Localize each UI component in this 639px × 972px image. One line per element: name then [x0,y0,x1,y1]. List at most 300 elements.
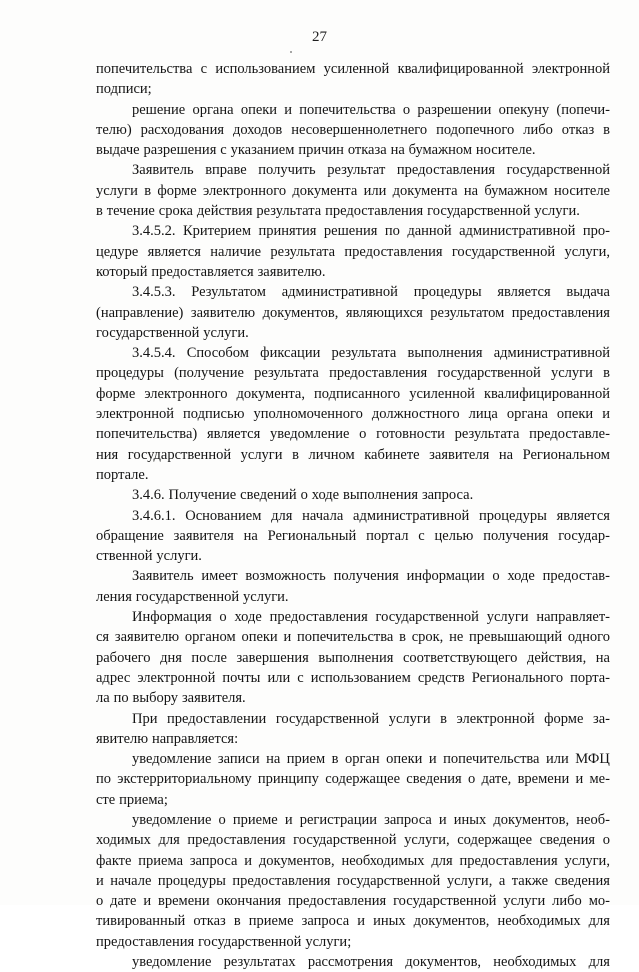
text-line [96,282,610,302]
word: результата [254,365,319,382]
text-line [96,181,610,201]
word: является [556,507,610,524]
word: государственной [506,162,610,179]
word: (направление) [96,304,184,321]
word: процедуры [413,284,482,301]
word: электронного [202,182,287,199]
word: получения [483,527,549,544]
word: квалифицированной [397,61,524,77]
word: предоставления [344,243,443,260]
word: информации [406,568,485,585]
word: Получение [168,487,237,504]
word: регистрации [299,811,378,828]
word: для [271,507,293,524]
word: опеки [241,629,278,646]
word: получения [333,568,399,585]
word: цедуре [96,243,139,260]
word: наличие [210,243,262,260]
word: государственной [135,588,240,605]
word: направляет- [536,609,610,626]
text-line [96,262,610,282]
word: результата [270,243,336,260]
word: готовности [376,426,445,443]
word: о [359,426,367,443]
text-line [96,445,610,465]
word: государственной [198,933,302,950]
word: услуги. [156,548,202,565]
word: ходимых [96,832,151,849]
word: предоставления [396,162,496,179]
word: административной [281,284,398,301]
word: сведения [406,771,462,788]
word: ственной [96,548,153,565]
word: в [399,629,406,646]
word: государственной [293,832,397,849]
word: результата [331,345,397,362]
word: государ- [558,527,610,544]
word: за- [592,710,610,727]
word: приема [138,852,183,869]
word: и [284,101,293,118]
word: необходимых [493,954,577,971]
word: и [96,872,104,889]
word: выполнения [343,487,419,504]
text-line [96,546,610,566]
word: Заявитель [132,162,194,179]
word: ла [96,690,110,707]
word: результат [327,162,386,179]
word: в [603,365,610,382]
word: в [331,751,339,768]
word: ходе [234,609,262,626]
word: сведения [554,872,610,889]
word: государственной [427,203,531,220]
word: и [244,852,253,869]
word: процедуры [96,365,164,382]
word: должностного [371,406,460,423]
word: услуги [96,182,138,199]
word: либо [523,121,553,138]
word: прием [286,751,326,768]
word: действия, [526,649,587,666]
word: предоставления [269,609,368,626]
word: запроса [384,811,432,828]
word: с [297,669,304,686]
text-line [96,384,610,404]
word: в [603,121,610,138]
text-line [96,363,610,383]
word: подопечного [436,121,515,138]
text-line [96,810,610,830]
word: услуги [388,710,431,727]
word: выбору [132,690,179,707]
word: использованием [310,669,411,686]
word: запроса [301,913,350,930]
word: о [467,771,476,788]
word: уведомление [269,426,350,443]
word: необходимых [497,913,581,930]
word: и [602,406,610,423]
word: в [144,182,152,199]
word: с [220,142,227,159]
word: направляется: [152,730,239,747]
word: адрес [96,669,131,686]
word: отказа [347,142,387,159]
word: предоставлении [167,710,267,727]
text-line [96,323,610,343]
word: государственной [275,710,380,727]
word: завершения [236,649,309,666]
word: сте [96,791,116,808]
word: или [545,751,569,768]
word: течение [106,203,155,220]
word: уведомление [132,954,212,971]
word: по [384,223,400,240]
word: запроса [189,852,238,869]
word: времени [517,771,570,788]
word: приеме [232,811,278,828]
word: срока [158,203,193,220]
word: государственной [375,609,479,626]
word: почты [222,669,261,686]
word: одного [567,629,610,646]
word: заявителю. [257,263,326,280]
word: заявителя [429,446,490,463]
word: о [96,893,104,910]
word: для [431,852,453,869]
word: опеки [240,101,278,118]
word: Основанием [185,507,262,524]
word: записи [217,751,260,768]
word: государственной [437,365,541,382]
text-line [96,891,610,911]
word: необходимых [341,852,425,869]
word: государственной [451,243,556,260]
word: и [283,629,292,646]
word: на [266,751,281,768]
word: При [132,710,158,727]
word: процедуры [479,507,547,524]
word: причин [298,142,344,159]
text-line [96,221,610,241]
word: услуги [240,446,283,463]
text-line [96,729,610,749]
word: срок, [411,629,444,646]
word: средств [417,669,465,686]
word: органа [192,101,234,118]
text-line [96,932,610,952]
word: опеки [386,751,423,768]
word: несовершеннолетнего [291,121,428,138]
word: носителе. [475,142,536,159]
word: является [147,243,201,260]
word: и [575,771,584,788]
word: про- [582,223,610,240]
word: услуги [550,365,593,382]
word: административной [353,507,470,524]
word: для [588,954,610,971]
text-line [96,607,610,627]
word: выдача [566,284,610,301]
word: окончания [216,893,282,910]
scan-speck [290,51,292,53]
text-line [96,648,610,668]
word: и [143,893,152,910]
word: документа [292,182,358,199]
word: о [602,832,610,849]
word: или [267,669,291,686]
word: или [363,182,387,199]
word: предоставле- [529,426,610,443]
word: иных [373,913,406,930]
text-line [96,688,610,708]
word: предоставляется [151,263,254,280]
text-line [96,100,610,120]
word: квалифицированной [483,385,610,402]
text-line [96,59,610,79]
word: государственной [393,893,497,910]
text-line [96,627,610,647]
word: является [497,284,551,301]
text-line [96,790,610,810]
word: принятия [258,223,317,240]
text-line [96,120,610,140]
word: с [200,61,208,77]
word: рассмотрения [307,954,394,971]
word: предоставления [96,933,195,950]
word: телю) [96,121,132,138]
word: Результатом [191,284,266,301]
word: государственной [96,324,200,341]
word: также [511,872,549,889]
word: результата [256,203,322,220]
word: Информация [132,609,212,626]
text-line [96,830,610,850]
word: электронной [531,61,610,77]
page-number: 27 [312,29,327,45]
word: услуги [503,893,546,910]
word: предостав- [542,568,610,585]
word: получить [258,162,316,179]
word: услуги. [243,588,289,605]
word: услуги, [404,832,450,849]
word: услуги. [203,324,249,341]
document-body [96,59,610,972]
word: заявителя [173,527,234,544]
word: усиленной [323,61,390,77]
word: рабочего [96,649,151,666]
text-line [96,485,610,505]
word: ления [96,588,132,605]
text-line [96,424,610,444]
word: процедуры [157,872,226,889]
word: усиленной [409,385,475,402]
word: Региональный [267,527,357,544]
word: результатах [223,954,296,971]
word: приема; [119,791,168,808]
word: начале [110,872,152,889]
text-line [96,79,610,99]
word: 3.4.6. [132,487,165,504]
text-line [96,526,610,546]
word: ме- [589,771,610,788]
word: попечительства [296,629,394,646]
word: электронной [456,710,535,727]
word: органом [184,629,236,646]
text-line [96,303,610,323]
word: предоставления [511,304,610,321]
word: Критерием [182,223,252,240]
word: Регионального [471,669,564,686]
word: 3.4.5.2. [132,223,176,240]
word: заявителю [114,629,180,646]
word: экстерриториальному [117,771,252,788]
word: орган [344,751,380,768]
word: предоставления [325,203,424,220]
word: уполномоченного [253,406,363,423]
word: дня [160,649,182,666]
word: разрешения [143,142,217,159]
word: превышающий [469,629,563,646]
word: приеме [248,913,294,930]
word: на [243,527,258,544]
text-line [96,769,610,789]
word: результата [454,426,520,443]
word: для [158,832,180,849]
word: документа, [236,385,305,402]
text-line [96,242,610,262]
word: о [219,609,227,626]
word: дате, [481,771,512,788]
word: бумажном [408,142,472,159]
word: форме [96,385,136,402]
word: отказ [561,121,595,138]
word: и [438,811,447,828]
word: подписанного [314,385,401,402]
word: документов, [405,954,482,971]
text-line [96,871,610,891]
word: ходе [311,487,340,504]
word: лица [468,406,498,423]
word: вправе [205,162,247,179]
word: порта- [570,669,610,686]
word: Способом [186,345,249,362]
word: содержащее [325,771,401,788]
text-line [96,668,610,688]
word: ходе [507,568,535,585]
word: кабинете [364,446,420,463]
word: бумажном [484,182,548,199]
word: о [402,101,411,118]
word: услуги; [305,933,352,950]
word: на [390,142,405,159]
word: (попечи- [556,101,610,118]
text-line [96,952,610,972]
word: и [428,751,437,768]
word: о [300,487,308,504]
word: носителе [553,182,610,199]
word: предоставления [232,872,331,889]
word: а [498,872,506,889]
word: в [292,446,299,463]
word: ния [96,446,119,463]
word: 3.4.6.1. [132,507,176,524]
word: явителю [96,730,149,747]
word: заявителю [190,304,256,321]
word: на [463,182,479,199]
word: возможность [245,568,326,585]
word: и [284,811,293,828]
word: в [233,913,241,930]
word: личном [308,446,355,463]
word: являющихся [345,304,423,321]
word: форме [157,182,197,199]
text-line [96,404,610,424]
text-line [96,911,610,931]
word: документов, [493,811,570,828]
word: данной [407,223,452,240]
word: Региональном [522,446,610,463]
word: результатом [430,304,505,321]
word: и [357,913,366,930]
word: действия [196,203,253,220]
word: фиксации [260,345,321,362]
text-line [96,506,610,526]
word: решение [132,101,186,118]
word: электронного [144,385,228,402]
text-line [96,140,610,160]
word: административной [493,345,610,362]
word: по [113,690,129,707]
word: (получение [174,365,244,382]
word: необ- [576,811,610,828]
word: опеки [556,406,594,423]
word: сведения [539,832,596,849]
word: электронной [96,406,175,423]
word: 3.4.5.3. [132,284,176,301]
word: начала [302,507,344,524]
word: решения [323,223,378,240]
word: целью [434,527,474,544]
word: времени [158,893,210,910]
text-line [96,343,610,363]
word: попечительства [299,101,396,118]
word: мо- [588,893,610,910]
word: разрешении [417,101,492,118]
word: не [449,629,464,646]
word: заявителя. [181,690,246,707]
text-line [96,201,610,221]
text-line [96,851,610,871]
word: МФЦ [575,751,610,768]
text-line [96,587,610,607]
word: выдаче [96,142,140,159]
word: предоставления [459,852,558,869]
word: портал [366,527,409,544]
word: подписи; [96,81,152,98]
word: документов, [262,304,339,321]
word: уведомление [132,811,212,828]
word: органа [506,406,548,423]
word: запроса. [421,487,474,504]
word: обращение [96,527,164,544]
word: который [96,263,148,280]
text-line [96,709,610,729]
word: отказ [193,913,226,930]
word: на [595,649,610,666]
word: предоставления [329,365,428,382]
word: принципу [257,771,319,788]
